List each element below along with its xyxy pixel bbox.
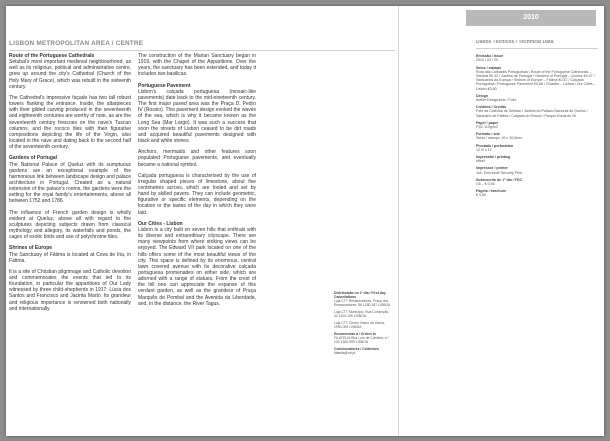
- tech-label: Formato / size: [476, 132, 501, 137]
- paragraph: Anchors, mermaids and other features soon populated Portuguese pavements, and eventually became a national symbol.: [138, 149, 256, 168]
- tech-item: [476, 105, 598, 118]
- tech-text: C6 – € 0,56: [476, 182, 495, 187]
- tech-item: [476, 155, 598, 163]
- section-title: LISBON METROPOLITAN AREA / CENTRE: [9, 40, 144, 47]
- paragraph-heading: Gardens of Portugal: [9, 155, 58, 162]
- credits-block: [334, 291, 394, 358]
- paragraph-heading: Our Cities - Lisbon: [138, 220, 183, 227]
- tech-text: offset: [476, 159, 485, 164]
- tech-item: [476, 66, 598, 91]
- text-column-2: [138, 53, 256, 431]
- tech-item: [476, 94, 598, 102]
- page-gutter: [398, 6, 399, 436]
- credit-text: Loja CTT Município, Rua Conceição, 42 1100-109 LISBOA: [334, 310, 390, 318]
- tech-text: Foto da Catedral de Setúbal / Jardins do Palácio Nacional de Queluz / Santuário de Fátima / Calçada do Rossio / Parque Eduardo VII: [476, 109, 588, 118]
- tech-text: Joh. Enschedé Security Print: [476, 170, 523, 175]
- credit-text: FILATELIA Rua Luís de Camões, n.º 133 1300-999 LISBOA: [334, 336, 389, 344]
- credit-item: [334, 310, 394, 318]
- paragraph: The National Palace of Queluz with its sumptuous gardens are an exceptional example of the harmonious link between landscape design and palace architecture in Portugal. Created as a natural extension of the palace's rooms, the gardens were the setting for the royal family's entertainments, above all between 1752 and 1786.: [9, 161, 131, 205]
- paragraph: It is a site of Christian pilgrimage and Catholic devotion and commemorates the events that led to its foundation, in particular the apparitions of Our Lady witnessed by three child-shepherds in 1917: Lúcia dos Santos and Francisco and Jacinta Marto. Its grandeur and religious importance is renowned both nationally and internationally.: [9, 268, 131, 312]
- tech-text: Atelier Design&etc / Folio: [476, 98, 517, 103]
- credit-text: Loja CTT Centro Vasco da Gama, 1990-094 LISBOA: [334, 321, 385, 329]
- tech-label: Emissão / Issue: [476, 54, 503, 59]
- paragraph: Lisbon is a city built on seven hills that enthrals with its diverse and extraordinary cityscape. There are many viewpoints from where striking views can be enjoyed. The Edward VII park located on one of the hills offers some of the most beautiful views of the city. This space is defined by its enormous, central lawn covered avenue with its decorative calçada portuguesa promenades on either side, which are adorned with a range of statues. From the crest of the hill one can appreciate the expanse of this verdant garden, as well as the grandeur of Praça Marquês de Pombal and the Avenida da Liberdade, and, in the distance, the River Tagus.: [138, 226, 256, 307]
- tech-label: Créditos / Credits: [476, 105, 506, 110]
- tech-item: [476, 144, 598, 152]
- paragraph-heading: Portuguese Pavement: [138, 82, 191, 89]
- technical-data-divider: [476, 48, 598, 49]
- paragraph: The Cathedral's impressive façade has two tall robust towers flanking the entrance. Inside, the altarpieces with their gilded carving produced in the seventeenth and eighteenth centuries are worthy of note, as are the seventeenth century frescoes on the nave's Tuscan columns, and the rococo tiles with their figurative compositions depicting the life of the Virgin, also located in the nave and dating back to the second half of the seventeenth century.: [9, 94, 131, 151]
- tech-item: [476, 189, 598, 197]
- paragraph: The construction of the Marian Sanctuary began in 1919, with the Chapel of the Apparitions. Over the years, the sanctuary has been extended, and today it includes two basilicas.: [138, 53, 256, 78]
- tech-text: FSC 110g/m2: [476, 125, 498, 130]
- paragraph-heading: Route of the Portuguese Cathedrals: [9, 53, 95, 59]
- technical-data-title: Dados Técnicos / Technical Data: [476, 40, 554, 45]
- paragraph: The influence of French garden design is wholly evident at Queluz, above all with regard to the sculptures depicting subjects drawn from classical mythology and allegory, its waterfalls and ponds, the cages of exotic birds and use of polychrome tiles.: [9, 209, 131, 241]
- credit-label: Encomendas a / Orders to: [334, 332, 377, 336]
- tech-item: [476, 166, 598, 174]
- page-number-badge: 2010: [466, 10, 596, 26]
- technical-data-column: [476, 40, 598, 432]
- tech-label: Sobrescrito de 1º dia / FDC: [476, 177, 523, 182]
- credit-item: [334, 347, 394, 355]
- tech-label: Pagela / brochure: [476, 189, 507, 194]
- credit-item: [334, 321, 394, 329]
- tech-text: € 0,60: [476, 193, 486, 198]
- section-divider: [9, 50, 395, 51]
- credit-item: [334, 291, 394, 307]
- brochure-spread: [6, 6, 604, 436]
- paragraph: Setubal's most important medieval neighbourhood, as well as its religious, political and administrative centre, grew up around the city's Cathedral (Church of the Holy Mary of Grace), which was rebuilt in the sixteenth century.: [9, 59, 131, 90]
- tech-item: [476, 178, 598, 186]
- paragraph-heading: Shrines of Europe: [9, 245, 53, 252]
- tech-item: [476, 132, 598, 140]
- tech-item: [476, 121, 598, 129]
- tech-text: Rota das Catedrais Portuguesas / Route of the Portuguese Cathedrals – Setúbal €0,32 / Jardins de Portugal / Gardens of Portugal – Queluz €0,47 / Santuários da Europa / Shrines of Europe – Fátima €0,57 / Calçada Portuguesa / Portuguese Pavement €0,68 / Cidades – Lisboa / Our Cities – Lisbon €0,80: [476, 69, 596, 91]
- paragraph: Lisbon's calçada portuguesa (mosaic-like pavements) date back to the mid-nineteenth century. The first major paved area was the Praça D. Pedro IV (Rossio). This pavement design evoked the waves of the sea, which is why it became known as the Long Sea (Mar Largo). It was such a success that soon the streets of Lisbon ceased to be dirt roads and acquired beautiful pavements designed with black and white stones.: [138, 88, 256, 145]
- tech-label: Impressor / printer: [476, 166, 508, 171]
- tech-label: Picotado / perforation: [476, 143, 514, 148]
- credit-item: [334, 332, 394, 344]
- tech-label: Papel / paper: [476, 120, 499, 125]
- paragraph: The Sanctuary of Fátima is located at Cova de Iria, in Fátima.: [9, 251, 131, 264]
- tech-label: Selos / stamps: [476, 65, 502, 70]
- tech-label: Impressão / printing: [476, 155, 511, 160]
- credit-text: filatelia@ctt.pt: [334, 351, 356, 355]
- credit-text: Loja CTT Restauradores, Praça dos Restauradores, 58 1250-187 LISBOA: [334, 299, 391, 307]
- tech-text: 12 ½ x 12: [476, 147, 492, 152]
- text-column-1: [9, 53, 131, 431]
- tech-text: Selos / stamps: 40 x 30,6mm: [476, 136, 523, 141]
- tech-text: 2010 / 04 / 20: [476, 58, 498, 63]
- paragraph: Calçada portuguesa is characterised by the use of irregular shaped pieces of limestone, about five centimetres across, which are tooled and set by hand by skilled pavers. They can include geometric, figurative or specific elements, depending on the location or the tastes of the day in which they were laid.: [138, 172, 256, 216]
- tech-label: Design: [476, 93, 488, 98]
- credit-label: Colecionadores / Collectors: [334, 347, 379, 351]
- credit-label: Distribuição no 1º dia / First-day Cancellations: [334, 291, 386, 299]
- tech-item: [476, 54, 598, 62]
